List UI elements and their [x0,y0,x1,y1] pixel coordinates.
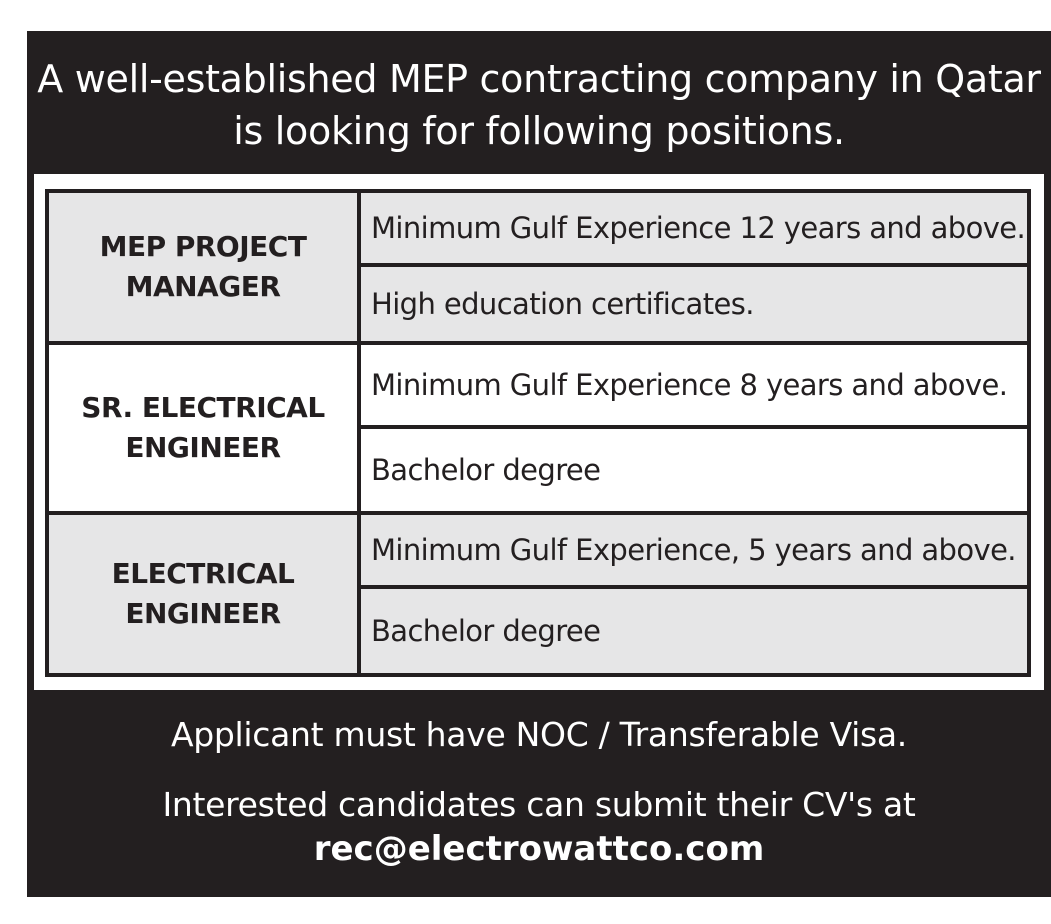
requirement-experience: Minimum Gulf Experience, 5 years and above. [361,515,1027,585]
position-row-sr-electrical-engineer [49,345,1027,511]
position-title-line-1: ELECTRICAL [111,557,295,590]
position-row-mep-project-manager [49,193,1027,341]
requirement-experience: Minimum Gulf Experience 8 years and above. [361,345,1027,425]
headline-line-2: is looking for following positions. [233,109,845,153]
position-title [49,345,357,511]
cv-submission-note: Interested candidates can submit their CV's at [162,785,916,824]
headline-line-1: A well-established MEP contracting company in Qatar [37,57,1041,101]
requirement-education: Bachelor degree [361,589,1027,673]
position-title-line-2: ENGINEER [125,597,281,630]
footer [27,691,1051,897]
requirement-education: High education certificates. [361,267,1027,341]
position-title [49,193,357,341]
headline [27,31,1051,171]
position-title-line-1: MEP PROJECT [99,230,307,263]
position-row-electrical-engineer [49,515,1027,673]
position-title-line-2: MANAGER [125,270,281,303]
positions-table-frame [34,174,1044,690]
contact-email: rec@electrowattco.com [313,829,765,869]
visa-note: Applicant must have NOC / Transferable Visa. [170,715,907,754]
requirement-experience: Minimum Gulf Experience 12 years and above. [361,193,1027,263]
position-title-line-2: ENGINEER [125,431,281,464]
job-advertisement [27,31,1051,897]
positions-table [45,189,1031,677]
position-title-line-1: SR. ELECTRICAL [81,391,325,424]
requirement-education: Bachelor degree [361,429,1027,511]
position-title [49,515,357,673]
